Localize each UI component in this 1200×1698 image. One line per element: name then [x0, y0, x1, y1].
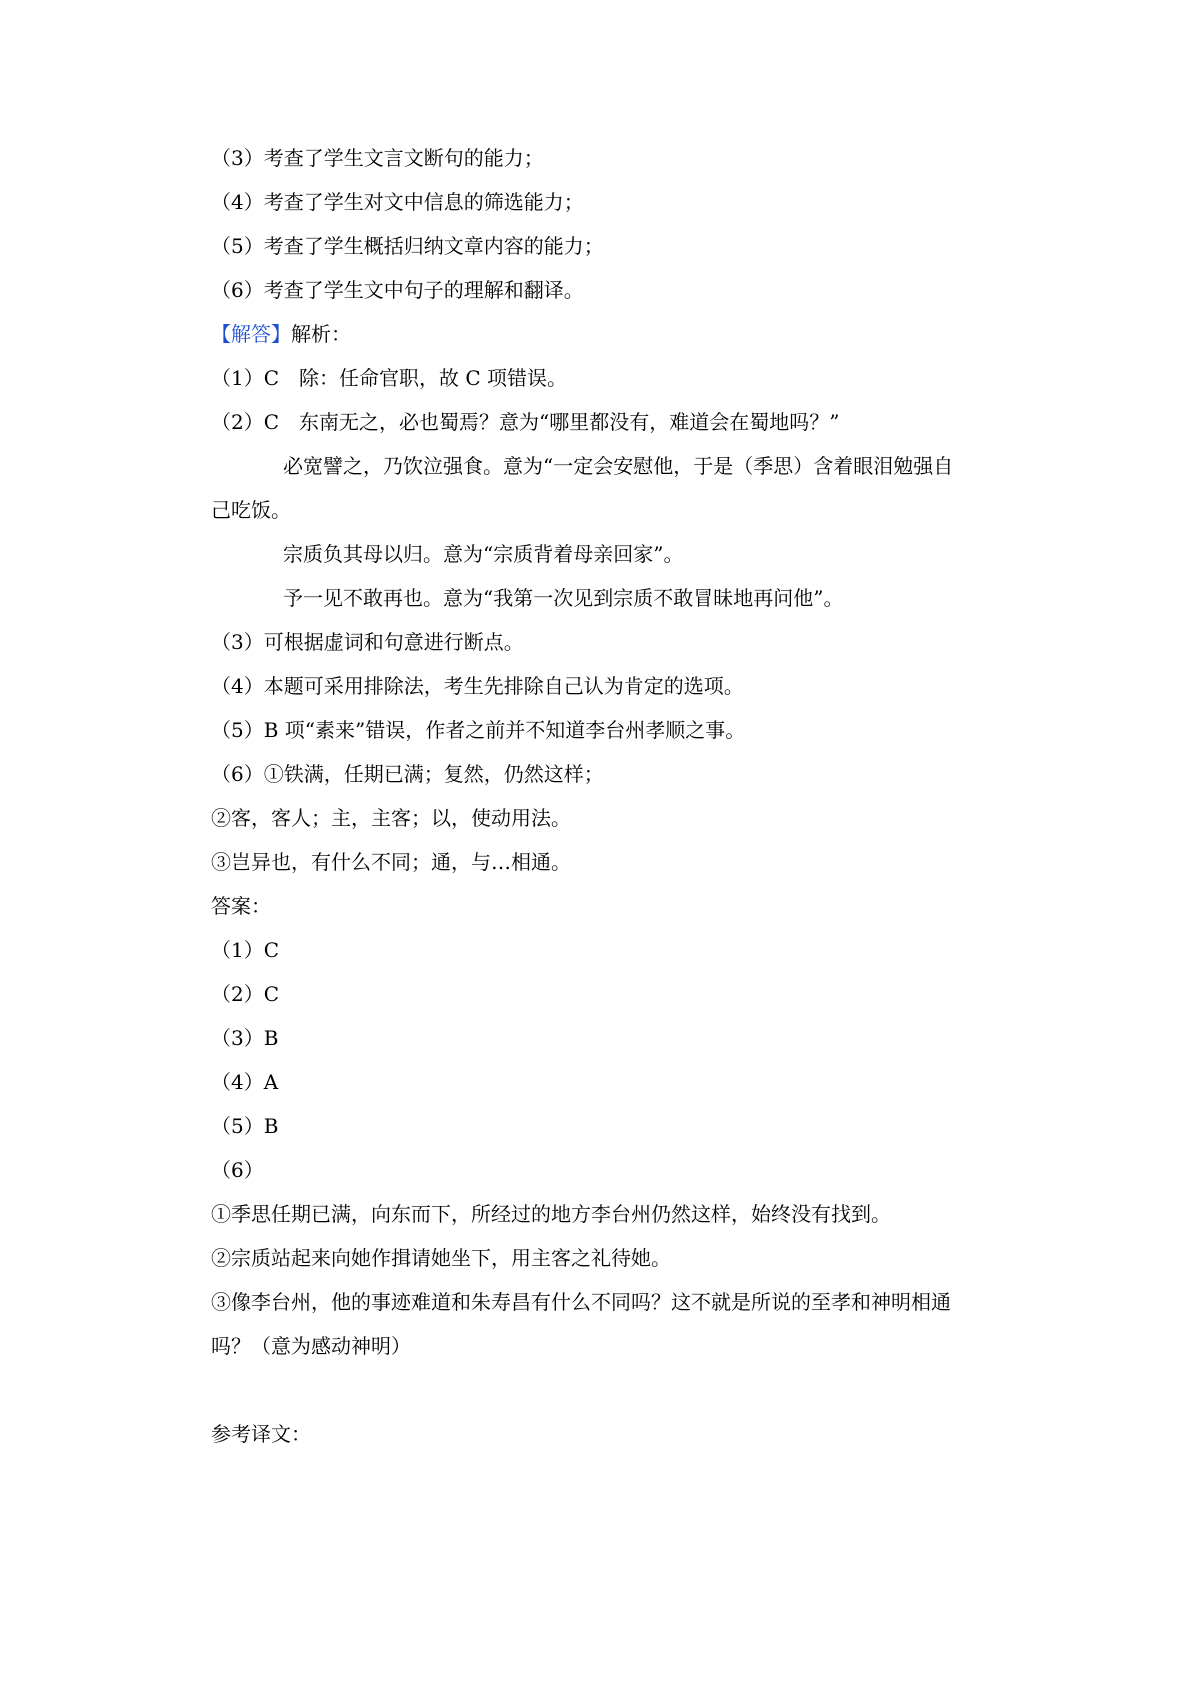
translation-line: ②宗质站起来向她作揖请她坐下，用主客之礼待她。	[211, 1246, 671, 1270]
analysis-line: ②客，客人；主，主客；以，使动用法。	[211, 806, 571, 830]
analysis-line: 必宽譬之，乃饮泣强食。意为“一定会安慰他，于是（季思）含着眼泪勉强自	[283, 454, 954, 478]
point-6: （6）考查了学生文中句子的理解和翻译。	[211, 278, 584, 302]
analysis-line: （1）C 除：任命官职，故 C 项错误。	[211, 366, 568, 390]
analysis-line: ③岂异也，有什么不同；通，与…相通。	[211, 850, 571, 874]
translation-line: ①季思任期已满，向东而下，所经过的地方李台州仍然这样，始终没有找到。	[211, 1202, 891, 1226]
answer-item: （4）A	[211, 1070, 279, 1094]
answer-item: （3）B	[211, 1026, 279, 1050]
answer-item: （6）	[211, 1158, 264, 1182]
analysis-line: （4）本题可采用排除法，考生先排除自己认为肯定的选项。	[211, 674, 744, 698]
point-3: （3）考查了学生文言文断句的能力；	[211, 146, 544, 170]
answers-title: 答案：	[211, 894, 271, 918]
translation-line: ③像李台州，他的事迹难道和朱寿昌有什么不同吗？这不就是所说的至孝和神明相通	[211, 1290, 951, 1314]
analysis-line: （3）可根据虚词和句意进行断点。	[211, 630, 524, 654]
answer-label: 【解答】	[211, 322, 291, 346]
analysis-line: （5）B 项“素来”错误，作者之前并不知道李台州孝顺之事。	[211, 718, 746, 742]
answer-section-heading	[211, 322, 351, 346]
analysis-line: 宗质负其母以归。意为“宗质背着母亲回家”。	[283, 542, 684, 566]
analysis-line: （2）C 东南无之，必也蜀焉？意为“哪里都没有，难道会在蜀地吗？”	[211, 410, 840, 434]
answer-item: （1）C	[211, 938, 280, 962]
answer-item: （2）C	[211, 982, 280, 1006]
reference-title: 参考译文：	[211, 1422, 311, 1446]
point-5: （5）考查了学生概括归纳文章内容的能力；	[211, 234, 604, 258]
analysis-line: （6）①铁满，任期已满；复然，仍然这样；	[211, 762, 604, 786]
analysis-line: 己吃饭。	[211, 498, 291, 522]
answer-item: （5）B	[211, 1114, 279, 1138]
translation-line: 吗？（意为感动神明）	[211, 1334, 411, 1358]
analysis-line: 予一见不敢再也。意为“我第一次见到宗质不敢冒昧地再问他”。	[283, 586, 844, 610]
answer-label-suffix: 解析：	[291, 322, 351, 346]
point-4: （4）考查了学生对文中信息的筛选能力；	[211, 190, 584, 214]
